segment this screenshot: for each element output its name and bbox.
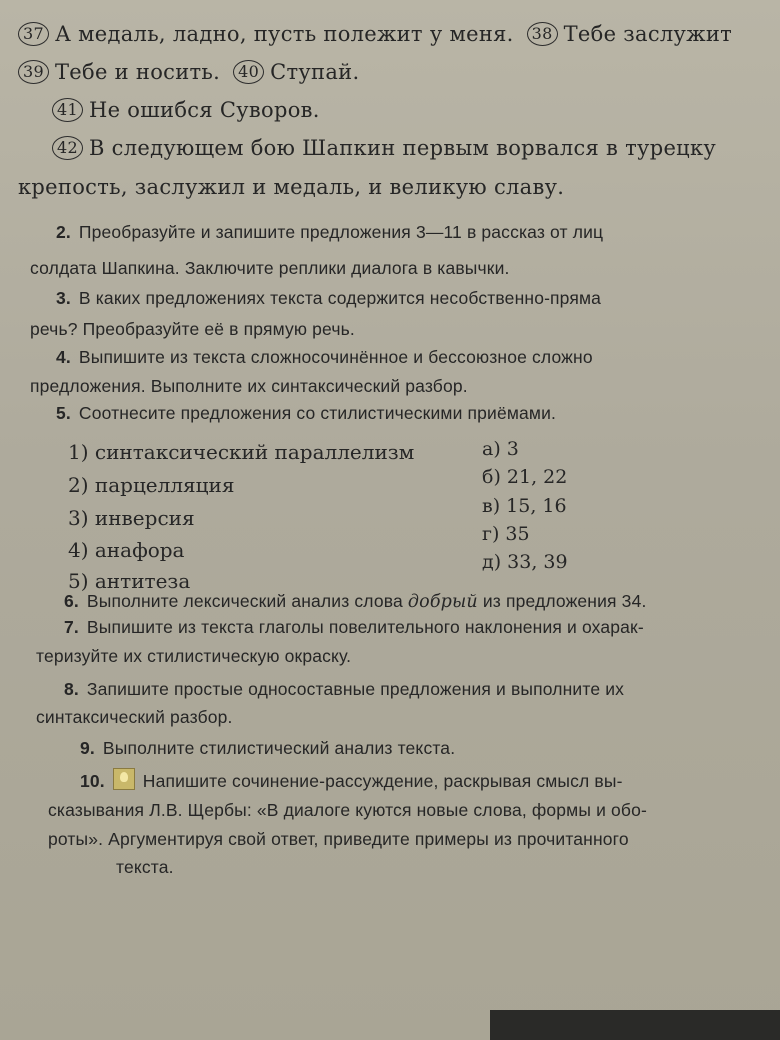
answer-item: б) 21, 22 [482, 466, 568, 488]
task-10-line-4: текста. [116, 857, 174, 877]
task-number: 4. [56, 347, 71, 367]
sentence-text: Ступай. [270, 60, 360, 84]
task-4-line-2: предложения. Выполните их синтаксический разбор. [30, 376, 468, 396]
sentence-text: Не ошибся Суворов. [88, 98, 320, 122]
answer-item: в) 15, 16 [482, 495, 567, 517]
task-text: Выполните стилистический анализ текста. [102, 738, 456, 758]
task-3-line-1 [56, 288, 601, 309]
sentence-line-2 [18, 60, 359, 84]
task-10-line-1 [80, 768, 623, 792]
task-8-line-2: синтаксический разбор. [36, 707, 233, 727]
task-text: В каких предложениях текста содержится несобственно-пряма [78, 288, 602, 308]
task-number: 2. [56, 222, 71, 242]
sentence-number: 40 [233, 60, 264, 84]
highlighted-word: добрый [407, 592, 478, 612]
option-item: 5) антитеза [68, 569, 191, 593]
sentence-line-3 [52, 98, 320, 122]
sentence-text: В следующем бою Шапкин первым ворвался в турецку [88, 136, 717, 160]
task-number: 5. [56, 403, 71, 423]
task-text: Выпишите из текста сложносочинённое и бессоюзное сложно [78, 347, 593, 367]
sentence-number: 39 [18, 60, 49, 84]
task-number: 7. [64, 617, 79, 637]
page-edge-shadow [490, 1010, 780, 1040]
task-7-line-1 [64, 617, 644, 638]
task-text: Напишите сочинение-рассуждение, раскрывая смысл вы- [142, 771, 623, 791]
option-item: 3) инверсия [68, 506, 195, 530]
task-number: 8. [64, 679, 79, 699]
task-4-line-1 [56, 347, 593, 368]
sentence-number: 42 [52, 136, 83, 160]
task-text: Соотнесите предложения со стилистическими приёмами. [78, 403, 557, 423]
sentence-line-1 [18, 22, 732, 46]
lightbulb-icon [113, 768, 135, 790]
sentence-line-5 [18, 175, 564, 199]
task-9-line-1 [80, 738, 455, 759]
sentence-number: 37 [18, 22, 49, 46]
task-text: Преобразуйте и запишите предложения 3—11 в рассказ от лиц [78, 222, 604, 242]
task-text: из предложения 34. [482, 591, 647, 611]
task-10-line-3: роты». Аргументируя свой ответ, приведите примеры из прочитанного [48, 829, 629, 849]
task-text: Выпишите из текста глаголы повелительного наклонения и охарак- [86, 617, 644, 637]
answer-item: д) 33, 39 [482, 551, 568, 573]
task-text: Запишите простые односоставные предложения и выполните их [86, 679, 625, 699]
task-number: 3. [56, 288, 71, 308]
task-5-line-1 [56, 403, 556, 424]
task-10-line-2: сказывания Л.В. Щербы: «В диалоге куются новые слова, формы и обо- [48, 800, 647, 820]
answer-item: г) 35 [482, 523, 530, 545]
task-number: 10. [80, 771, 105, 791]
option-item: 2) парцелляция [68, 473, 235, 497]
sentence-text: Тебе и носить. [54, 60, 221, 84]
sentence-number: 41 [52, 98, 83, 122]
option-item: 4) анафора [68, 538, 185, 562]
task-2-line-2: солдата Шапкина. Заключите реплики диалога в кавычки. [30, 258, 510, 278]
sentence-text: Тебе заслужит [563, 22, 733, 46]
sentence-text: крепость, заслужил и медаль, и великую славу. [18, 175, 565, 199]
task-3-line-2: речь? Преобразуйте её в прямую речь. [30, 319, 355, 339]
option-item: 1) синтаксический параллелизм [68, 440, 415, 464]
sentence-text: А медаль, ладно, пусть полежит у меня. [54, 22, 514, 46]
task-6-line-1 [64, 591, 646, 612]
task-2-line-1 [56, 222, 603, 243]
task-8-line-1 [64, 679, 624, 700]
task-number: 9. [80, 738, 95, 758]
answer-item: а) 3 [482, 438, 519, 460]
sentence-line-4 [52, 136, 716, 160]
task-7-line-2: теризуйте их стилистическую окраску. [36, 646, 352, 666]
task-text: Выполните лексический анализ слова [86, 591, 403, 611]
sentence-number: 38 [527, 22, 558, 46]
task-number: 6. [64, 591, 79, 611]
